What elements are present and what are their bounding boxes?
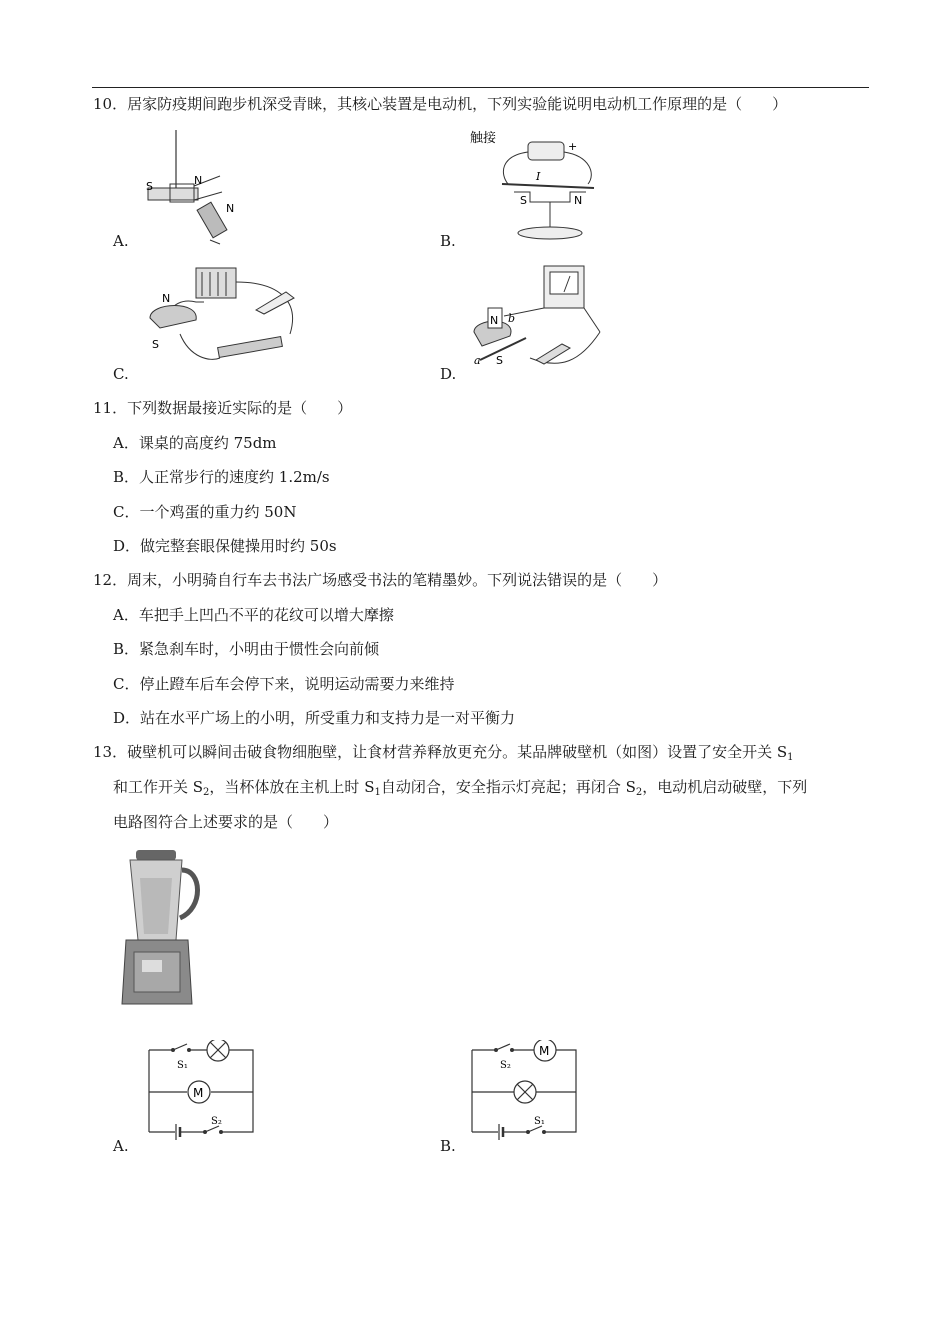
q13-option-a: A.	[113, 1137, 129, 1155]
svg-text:S: S	[496, 354, 503, 367]
q12-option-d: D．站在水平广场上的小明，所受重力和支持力是一对平衡力	[113, 709, 516, 727]
q10-a-n: N	[194, 174, 203, 187]
q10-d-b: b	[508, 312, 516, 325]
q13-line-1: 13．破壁机可以瞬间击破食物细胞壁，让食材营养释放更充分。某品牌破壁机（如图）设置了安全开关 $S_1$	[93, 743, 794, 763]
q10-figure-c	[140, 262, 310, 370]
q10-d-a: a	[474, 354, 481, 367]
q13-option-b: B.	[440, 1137, 456, 1155]
svg-text:S₂: S₂	[211, 1116, 222, 1127]
q10-option-a: A.	[113, 232, 129, 250]
svg-text:N: N	[574, 194, 583, 207]
svg-text:N: N	[162, 292, 171, 305]
q10-option-d: D.	[440, 365, 457, 383]
header-rule	[92, 87, 869, 88]
q10-stem: 10．居家防疫期间跑步机深受青睐，其核心装置是电动机，下列实验能说明电动机工作原理的是（ ）	[93, 95, 788, 113]
q11-option-b: B．人正常步行的速度约 1.2m/s	[113, 468, 330, 486]
svg-text:N: N	[490, 314, 499, 327]
q10-b-label: 触接	[470, 131, 497, 146]
q12-option-c: C．停止蹬车后车会停下来，说明运动需要力来维持	[113, 675, 455, 693]
q10-option-c: C.	[113, 365, 129, 383]
q13-line-3: 电路图符合上述要求的是（ ）	[113, 813, 339, 831]
q12-stem: 12．周末，小明骑自行车去书法广场感受书法的笔精墨妙。下列说法错误的是（ ）	[93, 571, 668, 589]
q13-line-2: 和工作开关 $S_2$，当杯体放在主机上时 $S_1$自动闭合，安全指示灯亮起；再闭合 $S_2$，电动机启动破壁，下列	[113, 778, 808, 798]
svg-text:M: M	[539, 1044, 550, 1058]
blender-figure	[112, 848, 212, 1008]
q11-option-c: C．一个鸡蛋的重力约 50N	[113, 503, 297, 521]
svg-text:S₁: S₁	[534, 1116, 545, 1127]
q13-circuit-b	[468, 1040, 583, 1140]
q10-figure-a	[140, 130, 250, 245]
svg-text:S₂: S₂	[500, 1060, 511, 1071]
svg-text:M: M	[193, 1086, 204, 1100]
svg-text:+: +	[568, 140, 578, 153]
q11-stem: 11．下列数据最接近实际的是（ ）	[93, 399, 353, 417]
q10-figure-d	[470, 262, 610, 380]
q10-b-current: I	[536, 170, 541, 183]
q10-option-b: B.	[440, 232, 456, 250]
svg-text:S: S	[520, 194, 527, 207]
q11-option-d: D．做完整套眼保健操用时约 50s	[113, 537, 337, 555]
q12-option-b: B．紧急刹车时，小明由于惯性会向前倾	[113, 640, 380, 658]
q10-a-n2: N	[226, 202, 235, 215]
q11-option-a: A．课桌的高度约 75dm	[113, 434, 277, 452]
svg-text:S₁: S₁	[177, 1060, 188, 1071]
q10-figure-b	[470, 128, 610, 243]
q12-option-a: A．车把手上凹凸不平的花纹可以增大摩擦	[113, 606, 394, 624]
q10-a-s: S	[146, 180, 153, 193]
q13-circuit-a	[145, 1040, 260, 1140]
svg-text:S: S	[152, 338, 159, 351]
